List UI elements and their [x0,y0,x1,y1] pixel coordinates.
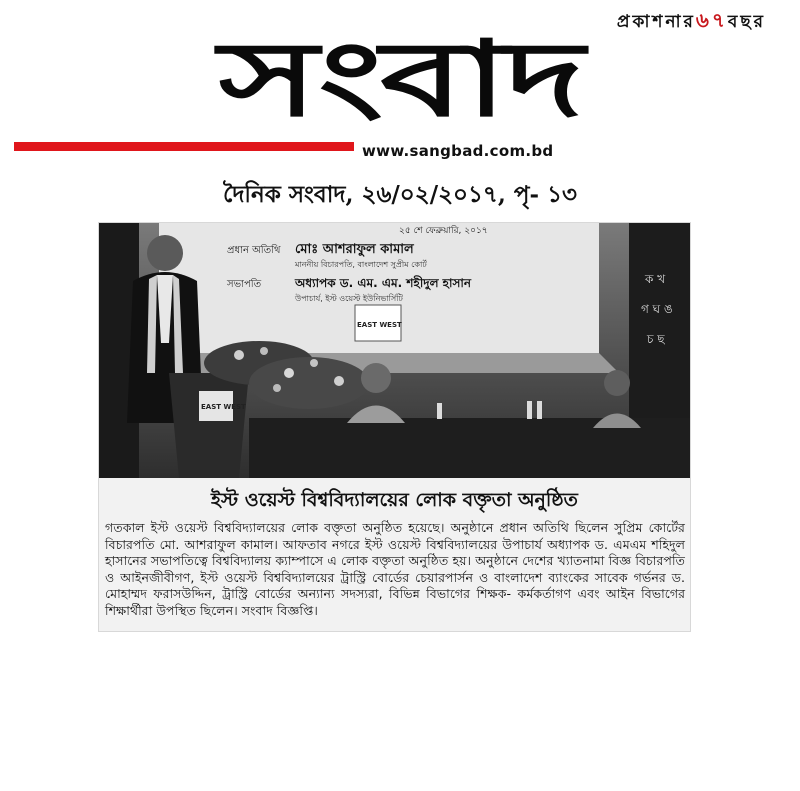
banner-chair-label: সভাপতি [227,279,262,290]
tagline-number: ৬৭ [695,8,728,32]
banner-logo-text: EAST WEST [357,321,402,329]
banner-chief-guest-title: মাননীয় বিচারপতি, বাংলাদেশ সুপ্রীম কোর্ট [295,260,427,269]
newspaper-title: সংবাদ [218,18,582,140]
website-url[interactable]: www.sangbad.com.bd [362,142,554,160]
banner-chief-guest-name: মোঃ আশরাফুল কামাল [295,242,414,257]
banner-chief-guest-label: প্রধান অতিথি [227,245,281,256]
banner-chair-name: অধ্যাপক ড. এম. এম. শহীদুল হাসান [295,276,472,290]
article-body [105,520,685,619]
event-photo [99,223,690,478]
news-clipping [98,222,691,632]
banner-chair-title: উপাচার্য, ইস্ট ওয়েস্ট ইউনিভার্সিটি [295,294,403,303]
dateline: দৈনিক সংবাদ, ২৬/০২/২০১৭, পৃ- ১৩ [223,181,577,208]
podium-logo-text: EAST WEST [201,403,246,411]
svg-text:ক খ: ক খ [645,272,666,286]
tagline-suffix: বছর [727,12,766,32]
svg-text:চ ছ: চ ছ [647,332,665,346]
tagline-prefix: প্রকাশনার [616,12,696,32]
article-body-text: গতকাল ইস্ট ওয়েস্ট বিশ্ববিদ্যালয়ের লোক বক্তৃতা অনুষ্ঠিত হয়েছে। অনুষ্ঠানে প্রধান অতিথি ছিলেন সুপ্রিম কোর্টের বিচারপতি মো. আশরাফুল কামাল। আফতাব নগরে ইস্ট ওয়েস্ট বিশ্ববিদ্যালয়ের উপাচার্য অধ্যাপক ড. এমএম শহিদুল হাসানের সভাপতিত্বে বিশ্ববিদ্যালয় ক্যাম্পাসে এ লোক বক্তৃতা অনুষ্ঠিত হয়। অনুষ্ঠানে দেশের খ্যাতনামা বিজ্ঞ বিচারপতি ও আইনজীবীগণ, ইস্ট ওয়েস্ট বিশ্ববিদ্যালয়ের ট্রাস্ট্রি বোর্ডের চেয়ারপার্সন ও বাংলাদেশ ব্যাংকের সাবেক গর্ভনর ড. মোহাম্মদ ফরাসউদ্দিন, ট্রাস্ট্রি বোর্ডের অন্যান্য সদস্যরা, বিভিন্ন বিভাগের শিক্ষক- কর্মকর্তাগণ এবং আইন বিভাগের শিক্ষার্থীরা উপস্থিত ছিলেন। সংবাদ বিজ্ঞপ্তি। [105,520,685,618]
banner-date: ২৫ শে ফেব্রুয়ারি, ২০১৭ [399,226,488,236]
svg-text:গ ঘ ঙ: গ ঘ ঙ [641,302,673,316]
article-headline: ইস্ট ওয়েস্ট বিশ্ববিদ্যালয়ের লোক বক্তৃতা অনুষ্ঠিত [211,489,578,511]
